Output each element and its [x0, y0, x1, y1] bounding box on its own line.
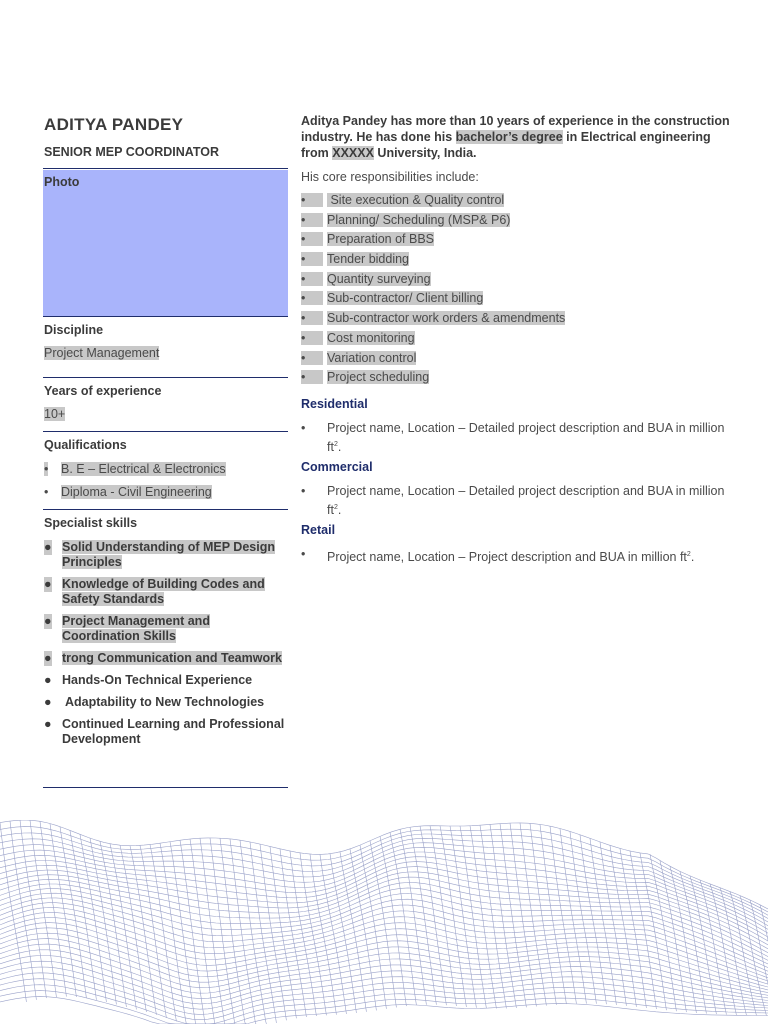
list-item: • Preparation of BBS	[301, 232, 435, 247]
list-item: ● Continued Learning and Professional Development	[44, 717, 285, 746]
list-item: • Project scheduling	[301, 370, 430, 385]
commercial-projects	[301, 484, 741, 518]
candidate-name: ADITYA PANDEY	[44, 115, 184, 134]
list-item: ● Project Management and Coordination Skills	[44, 614, 210, 643]
wireframe-wave-decoration	[0, 820, 768, 1024]
list-item: • Project name, Location – Detailed project description and BUA in million $ft^2$.	[301, 421, 725, 454]
job-title: SENIOR MEP COORDINATOR	[44, 145, 220, 159]
divider	[43, 431, 288, 432]
divider	[43, 316, 288, 317]
core-heading: His core responsibilities include:	[301, 170, 479, 184]
intro-paragraph: Aditya Pandey has more than 10 years of experience in the construction industry. He has done his bachelor’s degree in Electrical engineering from XXXXX University, India.	[301, 114, 730, 160]
degree-highlight: bachelor’s degree	[455, 130, 563, 144]
retail-projects	[301, 547, 741, 566]
photo-label: Photo	[44, 175, 80, 189]
list-item: • Sub-contractor/ Client billing	[301, 291, 484, 306]
photo-placeholder	[43, 170, 288, 316]
list-item: • Quantity surveying	[301, 271, 431, 286]
list-item: ● Knowledge of Building Codes and Safety Standards	[44, 577, 265, 606]
list-item: • Variation control	[301, 350, 417, 365]
list-item: • B. E – Electrical & Electronics	[44, 462, 226, 476]
residential-projects	[301, 421, 741, 455]
university-highlight: XXXXX	[332, 146, 374, 160]
discipline-label: Discipline	[44, 323, 104, 337]
list-item: • Project name, Location – Detailed project description and BUA in million $ft^2$.	[301, 484, 725, 517]
list-item: • Site execution & Quality control	[301, 193, 505, 207]
list-item: • Planning/ Scheduling (MSP& P6)	[301, 212, 511, 227]
list-item: • Sub-contractor work orders & amendments	[301, 311, 566, 326]
experience-label: Years of experience	[44, 384, 162, 398]
list-item: ● Hands-On Technical Experience	[44, 673, 253, 687]
list-item: ● trong Communication and Teamwork	[44, 651, 282, 665]
section-heading-commercial: Commercial	[301, 460, 373, 474]
divider	[43, 787, 288, 788]
section-heading-residential: Residential	[301, 397, 368, 411]
skills-label: Specialist skills	[44, 516, 138, 530]
divider	[43, 509, 288, 510]
divider	[43, 168, 288, 169]
list-item: • Project name, Location – Project description and BUA in million $ft^2$.	[301, 547, 695, 565]
responsibilities-list	[301, 193, 565, 390]
qualifications-label: Qualifications	[44, 438, 127, 452]
qualifications-list	[44, 462, 226, 508]
discipline-value: Project Management	[44, 346, 160, 360]
list-item: • Tender bidding	[301, 252, 410, 267]
list-item: • Cost monitoring	[301, 330, 415, 345]
list-item: • Diploma - Civil Engineering	[44, 485, 212, 499]
list-item: ● Solid Understanding of MEP Design Principles	[44, 540, 275, 569]
divider	[43, 377, 288, 378]
skills-list	[44, 540, 288, 754]
experience-value: 10+	[44, 407, 66, 421]
list-item: ● Adaptability to New Technologies	[44, 695, 265, 709]
section-heading-retail: Retail	[301, 523, 336, 537]
